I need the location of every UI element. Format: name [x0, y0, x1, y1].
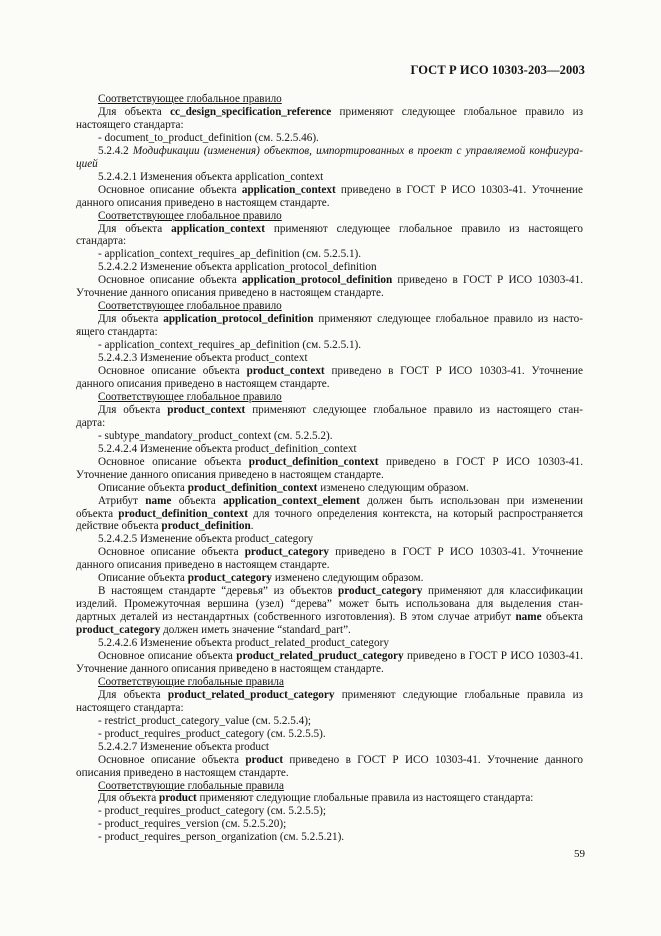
rule-heading: Соответствующее глобальное правило: [98, 209, 282, 222]
text-line: Основное описание объекта product приведено в ГОСТ Р ИСО 10303-41. Уточнение данного: [98, 753, 583, 766]
text-line: - product_requires_person_organization (см. 5.2.5.21).: [98, 831, 345, 844]
text-line: Для объекта product применяют следующие глобальные правила из настоящего стандарта:: [98, 792, 534, 805]
text-line: Основное описание объекта product_related_pruduct_category приведено в ГОСТ Р ИСО 10303-41.: [98, 649, 583, 662]
text-line: 5.2.4.2.5 Изменение объекта product_category: [98, 533, 314, 546]
text-line: данного описания приведено в настоящем стандарте.: [76, 196, 330, 209]
text-line: - restrict_product_category_value (см. 5.2.5.4);: [98, 714, 312, 727]
text-line: Основное описание объекта product_definition_context приведено в ГОСТ Р ИСО 10303-41.: [98, 455, 583, 468]
text-line: - product_requires_version (см. 5.2.5.20);: [98, 818, 287, 831]
text-line: - product_requires_product_category (см. 5.2.5.5);: [98, 805, 326, 818]
text-line: Основное описание объекта application_protocol_definition приведено в ГОСТ Р ИСО 10303-41.: [98, 274, 583, 287]
text-line: Для объекта application_protocol_definition применяют следующее глобальное правило из насто-: [98, 313, 583, 326]
text-line: ящего стандарта:: [76, 326, 158, 339]
text-line: - application_context_requires_ap_definition (см. 5.2.5.1).: [98, 339, 362, 352]
text-line: Для объекта cc_design_specification_reference применяют следующее глобальное правило из: [98, 105, 583, 118]
text-line: - product_requires_product_category (см. 5.2.5.5).: [98, 727, 326, 740]
rule-heading: Соответствующие глобальные правила: [98, 675, 284, 688]
text-line: описания приведено в настоящем стандарте.: [76, 766, 289, 779]
text-line: - application_context_requires_ap_definition (см. 5.2.5.1).: [98, 248, 362, 261]
text-line: данного описания приведено в настоящем стандарте.: [76, 377, 330, 390]
text-line: изделий. Промежуточная вершина (узел) “дерева” может быть использована для выделения стан-: [76, 598, 583, 611]
text-line: 5.2.4.2.6 Изменение объекта product_related_product_category: [98, 637, 389, 650]
document-body: [76, 93, 583, 844]
text-line: Уточнение данного описания приведено в настоящем стандарте.: [76, 662, 384, 675]
text-line: дарта:: [76, 416, 106, 429]
rule-heading: Соответствующее глобальное правило: [98, 390, 282, 403]
text-line: Основное описание объекта application_context приведено в ГОСТ Р ИСО 10303-41. Уточнение: [98, 183, 583, 196]
text-line: стандарта:: [76, 235, 127, 248]
text-line: Основное описание объекта product_context приведено в ГОСТ Р ИСО 10303-41. Уточнение: [98, 365, 583, 378]
text-line: Основное описание объекта product_category приведено в ГОСТ Р ИСО 10303-41. Уточнение: [98, 546, 583, 559]
text-line: - subtype_mandatory_product_context (см. 5.2.5.2).: [98, 429, 333, 442]
text-line: 5.2.4.2.2 Изменение объекта application_protocol_definition: [98, 261, 377, 274]
text-line: Атрибут name объекта application_context_element должен быть использован при изменении: [98, 494, 583, 507]
text-line: Для объекта product_related_product_category применяют следующие глобальные правила из: [98, 688, 583, 701]
text-line: 5.2.4.2.3 Изменение объекта product_context: [98, 352, 308, 365]
text-line: product_category должен иметь значение “standard_part”.: [76, 624, 351, 637]
document-header: ГОСТ Р ИСО 10303-203—2003: [410, 63, 585, 77]
text-line: В настоящем стандарте “деревья” из объектов product_category применяют для классификации: [98, 585, 583, 598]
text-line: 5.2.4.2.4 Изменение объекта product_definition_context: [98, 442, 357, 455]
text-line: объекта product_definition_context для точного определения контекста, на который распространяется: [76, 507, 583, 520]
text-line: данного описания приведено в настоящем стандарте.: [76, 559, 330, 572]
text-line: настоящего стандарта:: [76, 701, 184, 714]
text-line: Уточнение данного описания приведено в настоящем стандарте.: [76, 287, 384, 300]
text-line: - document_to_product_definition (см. 5.2.5.46).: [98, 131, 319, 144]
rule-heading: Соответствующее глобальное правило: [98, 300, 282, 313]
text-line: Описание объекта product_definition_context изменено следующим образом.: [98, 481, 469, 494]
text-line: дартных деталей из нестандартных (собственного изготовления). В этом случае атрибут name объекта: [76, 611, 583, 624]
text-line: 5.2.4.2.7 Изменение объекта product: [98, 740, 270, 753]
text-line: 5.2.4.2 Модификации (изменения) объектов, импортированных в проект с управляемой конфигура-: [98, 144, 584, 157]
page-number: 59: [574, 848, 585, 860]
text-line: действие объекта product_definition.: [76, 520, 254, 533]
text-line: Для объекта product_context применяют следующее глобальное правило из настоящего стан-: [98, 403, 583, 416]
text-line: Уточнение данного описания приведено в настоящем стандарте.: [76, 468, 384, 481]
rule-heading: Соответствующие глобальные правила: [98, 779, 284, 792]
text-line: настоящего стандарта:: [76, 118, 184, 131]
text-line: Для объекта application_context применяют следующее глобальное правило из настоящего: [98, 222, 583, 235]
text-line: цией: [76, 157, 98, 170]
text-line: 5.2.4.2.1 Изменения объекта application_context: [98, 170, 324, 183]
rule-heading: Соответствующее глобальное правило: [98, 93, 282, 105]
text-line: Описание объекта product_category изменено следующим образом.: [98, 572, 424, 585]
